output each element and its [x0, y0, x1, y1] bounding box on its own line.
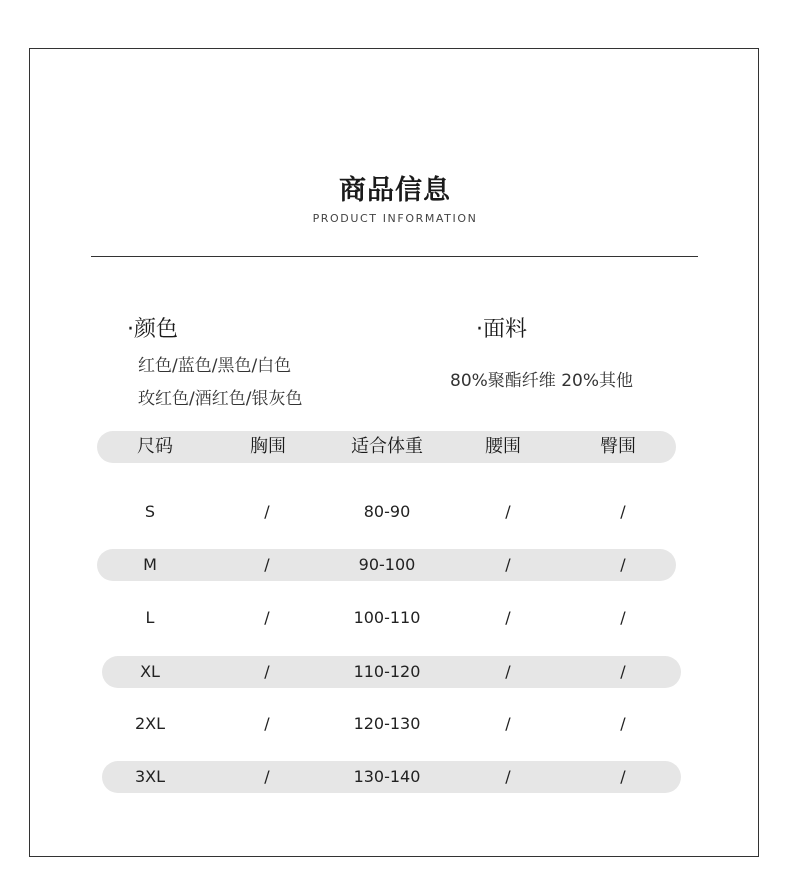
cell-hip: /: [620, 714, 626, 733]
page-subtitle: PRODUCT INFORMATION: [312, 212, 478, 225]
cell-chest: /: [264, 662, 270, 681]
table-row: [102, 656, 681, 688]
cell-size: 3XL: [134, 767, 166, 786]
cell-weight: 110-120: [353, 662, 421, 681]
header-chest: 胸围: [250, 436, 286, 457]
table-row: [97, 602, 676, 634]
cell-weight: 80-90: [363, 502, 411, 521]
cell-size: S: [144, 502, 156, 521]
cell-chest: /: [264, 502, 270, 521]
color-list-line-1: 红色/蓝色/黑色/白色: [138, 356, 292, 376]
cell-waist: /: [505, 714, 511, 733]
cell-hip: /: [620, 662, 626, 681]
cell-waist: /: [505, 502, 511, 521]
header-weight: 适合体重: [351, 436, 423, 457]
divider-line: [91, 256, 698, 257]
table-row: [97, 549, 676, 581]
color-heading: ·颜色: [127, 317, 178, 342]
cell-size: XL: [140, 662, 160, 681]
cell-hip: /: [620, 502, 626, 521]
color-list-line-2: 玫红色/酒红色/银灰色: [138, 389, 303, 409]
cell-chest: /: [264, 714, 270, 733]
cell-waist: /: [505, 767, 511, 786]
header-hip: 臀围: [600, 436, 636, 457]
cell-chest: /: [264, 767, 270, 786]
cell-size: L: [145, 608, 155, 627]
size-table-header: [97, 431, 676, 463]
cell-hip: /: [620, 608, 626, 627]
cell-size: 2XL: [134, 714, 166, 733]
cell-weight: 100-110: [353, 608, 421, 627]
cell-weight: 130-140: [353, 767, 421, 786]
cell-chest: /: [264, 608, 270, 627]
cell-weight: 90-100: [358, 555, 416, 574]
page-title: 商品信息: [339, 175, 451, 206]
cell-hip: /: [620, 767, 626, 786]
header-waist: 腰围: [485, 436, 521, 457]
header-size: 尺码: [137, 436, 173, 457]
cell-waist: /: [505, 608, 511, 627]
fabric-heading: ·面料: [476, 317, 527, 342]
cell-hip: /: [620, 555, 626, 574]
cell-size: M: [143, 555, 157, 574]
fabric-composition: 80%聚酯纤维 20%其他: [450, 371, 633, 391]
cell-waist: /: [505, 662, 511, 681]
cell-chest: /: [264, 555, 270, 574]
table-row: [97, 496, 676, 528]
cell-weight: 120-130: [353, 714, 421, 733]
cell-waist: /: [505, 555, 511, 574]
table-row: [97, 708, 676, 740]
table-row: [102, 761, 681, 793]
